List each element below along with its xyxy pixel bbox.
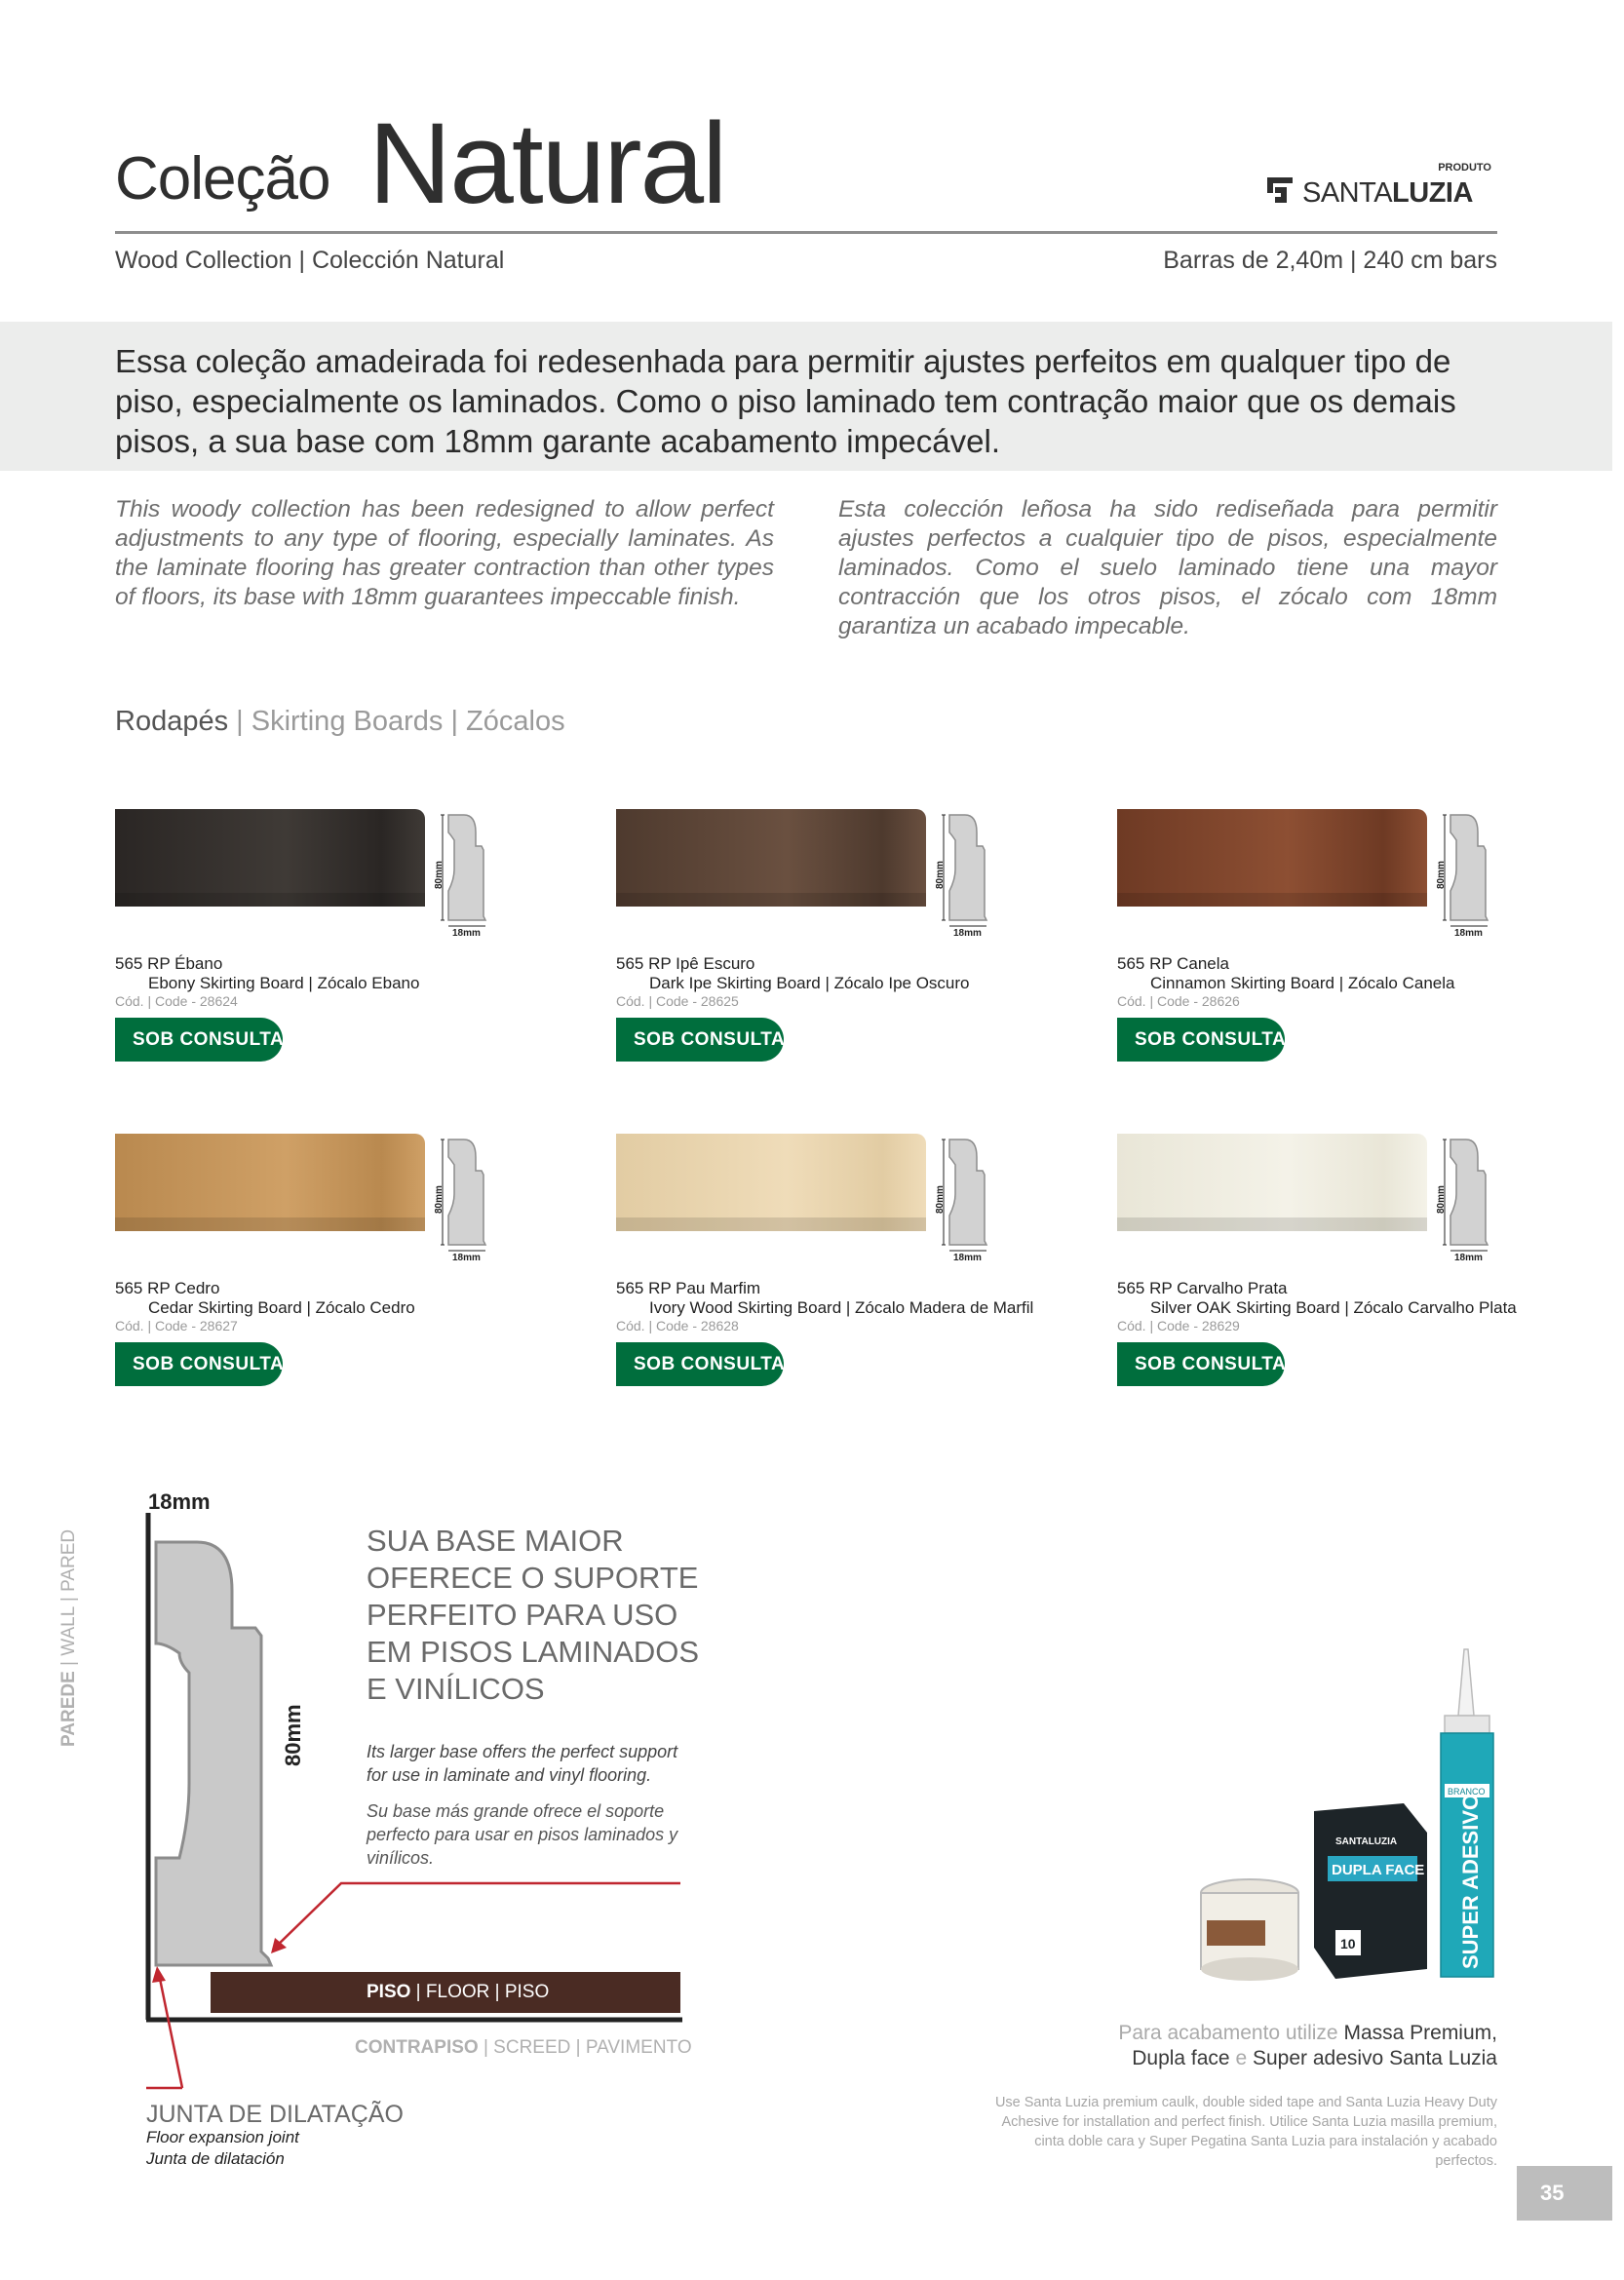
product-profile-icon [935,811,998,939]
tube-label: SUPER ADESIVO [1458,1793,1483,1969]
page-number: 35 [1517,2166,1612,2221]
product-description: Cinnamon Skirting Board | Zócalo Canela [1150,974,1455,992]
logo-produto-label: PRODUTO [1438,162,1491,174]
subtitle-right: Barras de 2,40m | 240 cm bars [1163,247,1497,274]
expansion-joint-es: Junta de dilatación [146,2149,285,2168]
product-description: Silver OAK Skirting Board | Zócalo Carvalho Plata [1150,1298,1517,1317]
product-swatch [1117,809,1427,907]
screed-label: CONTRAPISO | SCREED | PAVIMENTO [355,2037,692,2058]
accessories-note: Use Santa Luzia premium caulk, double sided tape and Santa Luzia Heavy Duty Achesive for installation and perfect finish. Utilice Santa Luzia masilla premium, cinta doble cara y Super Pegatina Santa Luzia para instalación y acabado perfectos. [994,2095,1497,2169]
product-profile-icon [434,1136,497,1263]
tape-label: DUPLA FACE [1332,1862,1425,1878]
product-description: Cedar Skirting Board | Zócalo Cedro [148,1298,415,1317]
product-name: 565 RP Pau Marfim [616,1279,761,1297]
product-card [616,1134,1123,1407]
profile-base-label: 18mm [1454,928,1483,939]
profile-height-label: 80mm [434,1185,445,1214]
santa-luzia-logo [1265,158,1499,209]
profile-base-label: 18mm [452,928,481,939]
tape-brand: SANTALUZIA [1335,1836,1398,1847]
profile-base-label: 18mm [1454,1253,1483,1263]
profile-height-label: 80mm [935,861,946,889]
product-swatch [616,809,926,907]
tape-count: 10 [1340,1936,1356,1952]
profile-height-label: 80mm [1436,861,1447,889]
product-profile-icon [935,1136,998,1263]
product-name: 565 RP Carvalho Prata [1117,1279,1288,1297]
sob-consulta-button[interactable]: SOB CONSULTA [115,1018,283,1062]
diagram-height-dimension: 80mm [281,1704,305,1766]
product-code: Cód. | Code - 28626 [1117,993,1240,1009]
title-small: Coleção [115,145,330,213]
section-title: Rodapés | Skirting Boards | Zócalos [115,706,565,737]
product-card [115,809,622,1082]
diagram-note-en: Its larger base offers the perfect support for use in laminate and vinyl flooring. [367,1742,678,1785]
profile-height-label: 80mm [434,861,445,889]
sob-consulta-button[interactable]: SOB CONSULTA [1117,1018,1285,1062]
product-description: Ebony Skirting Board | Zócalo Ebano [148,974,420,992]
intro-pt: Essa coleção amadeirada foi redesenhada para permitir ajustes perfeitos em qualquer tipo de piso, especialmente os laminados. Como o piso laminado tem contração maior que os demais pisos, a sua base com 18mm garante acabamento impecável. [115,343,1456,459]
accessories-products-image [1189,1638,1511,1998]
profile-base-label: 18mm [452,1253,481,1263]
title-big: Natural [368,99,726,228]
sob-consulta-button[interactable]: SOB CONSULTA [616,1018,784,1062]
logo-text: SANTALUZIA [1302,177,1473,209]
product-code: Cód. | Code - 28628 [616,1318,739,1333]
tube-brand: BRANCO [1448,1787,1486,1797]
product-description: Dark Ipe Skirting Board | Zócalo Ipe Oscuro [649,974,970,992]
floor-bar: PISO | FLOOR | PISO [211,1972,680,2013]
product-name: 565 RP Cedro [115,1279,220,1297]
product-card [1117,809,1624,1082]
product-swatch [1117,1134,1427,1231]
diagram-base-dimension: 18mm [148,1489,211,1514]
product-name: 565 RP Ipê Escuro [616,954,755,973]
intro-en: This woody collection has been redesigned to allow perfect adjustments to any type of flooring, especially laminates. As the laminate flooring has greater contraction than other types of floors, its base with 18mm guarantees impeccable finish. [115,496,774,610]
expansion-joint-en: Floor expansion joint [146,2128,299,2146]
profile-base-label: 18mm [953,1253,982,1263]
product-profile-icon [1436,811,1499,939]
intro-es: Esta colección leñosa ha sido rediseñada para permitir ajustes perfectos a cualquier tipo de pisos, especialmente laminados. Como el suelo laminado tiene una mayor contracción que los otros pisos, el zócalo com 18mm garantiza un acabado impecable. [838,496,1497,639]
product-card [1117,1134,1624,1407]
logo-mark-icon [1265,175,1295,205]
wall-label: PAREDE | WALL | PARED [58,1528,79,1747]
diagram-note-es: Su base más grande ofrece el soporte perfecto para usar en pisos laminados y vinílicos. [367,1801,678,1868]
profile-height-label: 80mm [935,1185,946,1214]
diagram-headline: SUA BASE MAIOR OFERECE O SUPORTE PERFEITO PARA USO EM PISOS LAMINADOS E VINÍLICOS [367,1524,700,1706]
sob-consulta-button[interactable]: SOB CONSULTA [115,1342,283,1386]
profile-base-label: 18mm [953,928,982,939]
product-card [616,809,1123,1082]
sob-consulta-button[interactable]: SOB CONSULTA [1117,1342,1285,1386]
product-swatch [616,1134,926,1231]
product-description: Ivory Wood Skirting Board | Zócalo Madera de Marfil [649,1298,1034,1317]
product-name: 565 RP Canela [1117,954,1229,973]
expansion-joint-title: JUNTA DE DILATAÇÃO [146,2101,404,2128]
sob-consulta-button[interactable]: SOB CONSULTA [616,1342,784,1386]
product-swatch [115,809,425,907]
product-code: Cód. | Code - 28627 [115,1318,238,1333]
subtitle-left: Wood Collection | Colección Natural [115,247,505,274]
product-swatch [115,1134,425,1231]
product-code: Cód. | Code - 28625 [616,993,739,1009]
product-profile-icon [1436,1136,1499,1263]
header-rule [115,231,1497,234]
product-code: Cód. | Code - 28624 [115,993,238,1009]
product-code: Cód. | Code - 28629 [1117,1318,1240,1333]
product-card [115,1134,622,1407]
profile-height-label: 80mm [1436,1185,1447,1214]
product-profile-icon [434,811,497,939]
product-name: 565 RP Ébano [115,954,223,973]
accessories-caption: Para acabamento utilize Massa Premium, Dupla face e Super adesivo Santa Luzia [1118,2022,1497,2069]
